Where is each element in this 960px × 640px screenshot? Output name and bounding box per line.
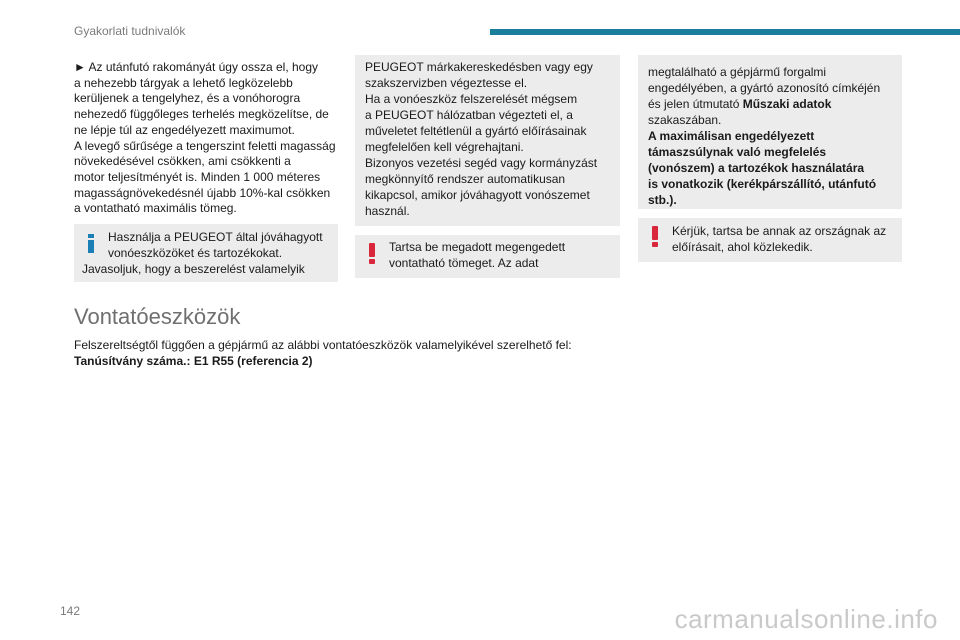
box-line: kikapcsol, amikor jóváhagyott vonószemet <box>365 188 590 202</box>
warning-line: Kérjük, tartsa be annak az országnak az <box>672 224 887 238</box>
info-icon <box>88 234 94 253</box>
section-intro: Felszereltségtől függően a gépjármű az alábbi vontatóeszközök valamelyikével szerelhető fel: <box>74 338 572 352</box>
info-line: Használja a PEUGEOT által jóváhagyott <box>108 230 323 244</box>
warning-line: előírásait, ahol közlekedik. <box>672 240 813 254</box>
paragraph-line: ► Az utánfutó rakományát úgy ossza el, hogy <box>74 60 319 74</box>
box-line: megfelelően kell végrehajtani. <box>365 140 524 154</box>
continued-data-box <box>638 55 902 209</box>
header-accent-bar <box>490 29 960 35</box>
warning-line: Tartsa be megadott megengedett <box>389 240 566 254</box>
warning-line: vontatható tömeget. Az adat <box>389 256 539 270</box>
paragraph-line: a nehezebb tárgyak a lehető legközelebb <box>74 75 293 90</box>
box-line: Ha a vonóeszköz felszerelését mégsem <box>365 92 578 106</box>
box-line: megtalálható a gépjármű forgalmi <box>648 65 827 79</box>
box-line: megkönnyítő rendszer automatikusan <box>365 172 566 186</box>
box-line: engedélyében, a gyártó azonosító címkéjén <box>648 81 881 95</box>
box-line <box>648 97 831 113</box>
box-line: a PEUGEOT hálózatban végezteti el, a <box>365 108 573 122</box>
box-bold-line: stb.). <box>648 193 677 207</box>
watermark: carmanualsonline.info <box>674 604 938 634</box>
info-box <box>74 224 338 282</box>
exclamation-icon <box>369 243 375 265</box>
paragraph-line: nehezedő függőleges terhelés megközelítse, de <box>74 107 329 122</box>
warning-box <box>638 218 902 262</box>
box-bold-line: is vonatkozik (kerékpárszállító, utánfutó <box>648 177 877 191</box>
box-line: szakaszában. <box>648 113 722 127</box>
exclamation-icon <box>652 226 658 248</box>
column-1-text <box>74 60 338 217</box>
box-bold-line: (vonószem) a tartozékok használatára <box>648 161 865 175</box>
box-bold-line: A maximálisan engedélyezett <box>648 129 815 143</box>
paragraph-line: növekedésével csökken, ami csökkenti a <box>74 154 291 169</box>
info-line: vonóeszközöket és tartozékokat. <box>108 246 283 260</box>
box-line: műveletet feltétlenül a gyártó előírásainak <box>365 124 587 138</box>
section-title: Vontatóeszközök <box>74 304 241 329</box>
box-bold-line: támaszsúlynak való megfelelés <box>648 145 827 159</box>
paragraph-line: ne lépje túl az engedélyezett maximumot. <box>74 122 295 137</box>
technical-data-reference: Műszaki adatok <box>742 97 832 111</box>
box-line-prefix: és jelen útmutató <box>648 97 743 111</box>
page-number: 142 <box>60 604 81 618</box>
paragraph-line: a vontatható maximális tömeg. <box>74 201 237 216</box>
info-line: Javasoljuk, hogy a beszerelést valamelyik <box>82 262 305 276</box>
paragraph-line: motor teljesítményét is. Minden 1 000 méteres <box>74 169 321 184</box>
paragraph-line: A levegő sűrűsége a tengerszint feletti magasság <box>74 138 336 153</box>
paragraph-line: kerüljenek a tengelyhez, és a vonóhorogra <box>74 91 301 106</box>
certificate-number: Tanúsítvány száma.: E1 R55 (referencia 2) <box>74 354 313 368</box>
box-line: Bizonyos vezetési segéd vagy kormányzást <box>365 156 598 170</box>
page-header-title: Gyakorlati tudnivalók <box>74 24 186 38</box>
continued-info-box <box>355 55 620 226</box>
warning-box <box>355 235 620 278</box>
box-line: szakszervizben végeztesse el. <box>365 76 528 90</box>
box-line: használ. <box>365 204 410 218</box>
paragraph-line: magasságnövekedésnél újabb 10%-kal csökken <box>74 185 331 200</box>
box-line: PEUGEOT márkakereskedésben vagy egy <box>365 60 593 74</box>
